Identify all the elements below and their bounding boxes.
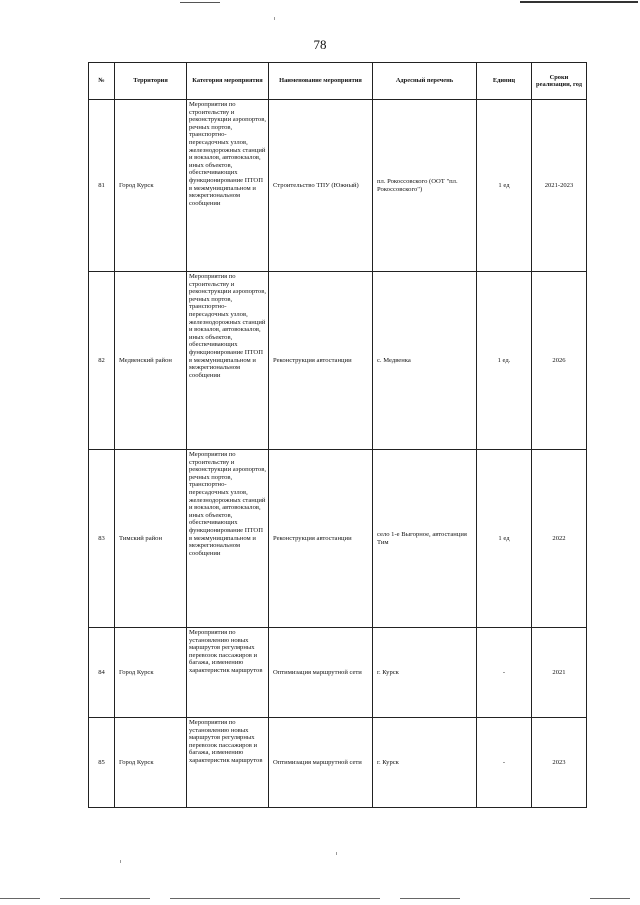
row-territory: Город Курск <box>115 628 187 718</box>
table-row <box>89 450 587 628</box>
row-num: 83 <box>89 450 115 628</box>
header-category: Категория мероприятия <box>187 63 269 100</box>
row-units: - <box>477 628 532 718</box>
header-term: Сроки реализации, год <box>532 63 587 100</box>
row-num: 85 <box>89 718 115 808</box>
scan-edge-top <box>0 0 640 8</box>
activities-table <box>88 62 587 808</box>
row-address: с. Медвенка <box>373 272 477 450</box>
row-num: 84 <box>89 628 115 718</box>
header-units: Единиц <box>477 63 532 100</box>
table-row <box>89 100 587 272</box>
row-address: г. Курск <box>373 628 477 718</box>
table-row <box>89 628 587 718</box>
row-territory: Медвенский район <box>115 272 187 450</box>
header-name: Наименование мероприятия <box>269 63 373 100</box>
row-units: - <box>477 718 532 808</box>
row-category: Мероприятия по строительству и реконструкции аэропортов, речных портов, транспортно-пересадочных узлов, железнодорожных станций и вокзалов, автовокзалов, иных объектов, обеспечивающих функционирование ПТОП в межмуниципальном и межрегиональном сообщении <box>187 450 269 628</box>
row-category: Мероприятия по строительству и реконструкции аэропортов, речных портов, транспортно-пересадочных узлов, железнодорожных станций и вокзалов, автовокзалов, иных объектов, обеспечивающих функционирование ПТОП в межмуниципальном и межрегиональном сообщении <box>187 100 269 272</box>
row-name: Оптимизация маршрутной сети <box>269 718 373 808</box>
row-term: 2021-2023 <box>532 100 587 272</box>
row-name: Реконструкция автостанции <box>269 272 373 450</box>
row-term: 2026 <box>532 272 587 450</box>
row-num: 81 <box>89 100 115 272</box>
row-category: Мероприятия по строительству и реконструкции аэропортов, речных портов, транспортно-пересадочных узлов, железнодорожных станций и вокзалов, автовокзалов, иных объектов, обеспечивающих функционирование ПТОП в межмуниципальном и межрегиональном сообщении <box>187 272 269 450</box>
row-units: 1 ед <box>477 450 532 628</box>
row-units: 1 ед. <box>477 272 532 450</box>
header-address: Адресный перечень <box>373 63 477 100</box>
row-num: 82 <box>89 272 115 450</box>
row-category: Мероприятия по установлению новых маршрутов регулярных перевозок пассажиров и багажа, изменению характеристик маршрутов <box>187 628 269 718</box>
row-name: Оптимизация маршрутной сети <box>269 628 373 718</box>
row-address: село 1-е Выгорное, автостанция Тим <box>373 450 477 628</box>
scan-edge-bottom <box>0 896 640 902</box>
row-territory: Тимский район <box>115 450 187 628</box>
row-term: 2023 <box>532 718 587 808</box>
row-name: Строительство ТПУ (Южный) <box>269 100 373 272</box>
row-name: Реконструкция автостанции <box>269 450 373 628</box>
table-row <box>89 272 587 450</box>
page-number: 78 <box>313 37 327 52</box>
row-term: 2022 <box>532 450 587 628</box>
row-territory: Город Курск <box>115 718 187 808</box>
row-units: 1 ед <box>477 100 532 272</box>
row-category: Мероприятия по установлению новых маршрутов регулярных перевозок пассажиров и багажа, изменению характеристик маршрутов <box>187 718 269 808</box>
row-territory: Город Курск <box>115 100 187 272</box>
header-territory: Территория <box>115 63 187 100</box>
row-address: пл. Рокоссовского (ООТ "пл. Рокоссовского") <box>373 100 477 272</box>
row-term: 2021 <box>532 628 587 718</box>
table-row <box>89 718 587 808</box>
header-num: № <box>89 63 115 100</box>
table-header-row <box>89 63 587 100</box>
row-address: г. Курск <box>373 718 477 808</box>
